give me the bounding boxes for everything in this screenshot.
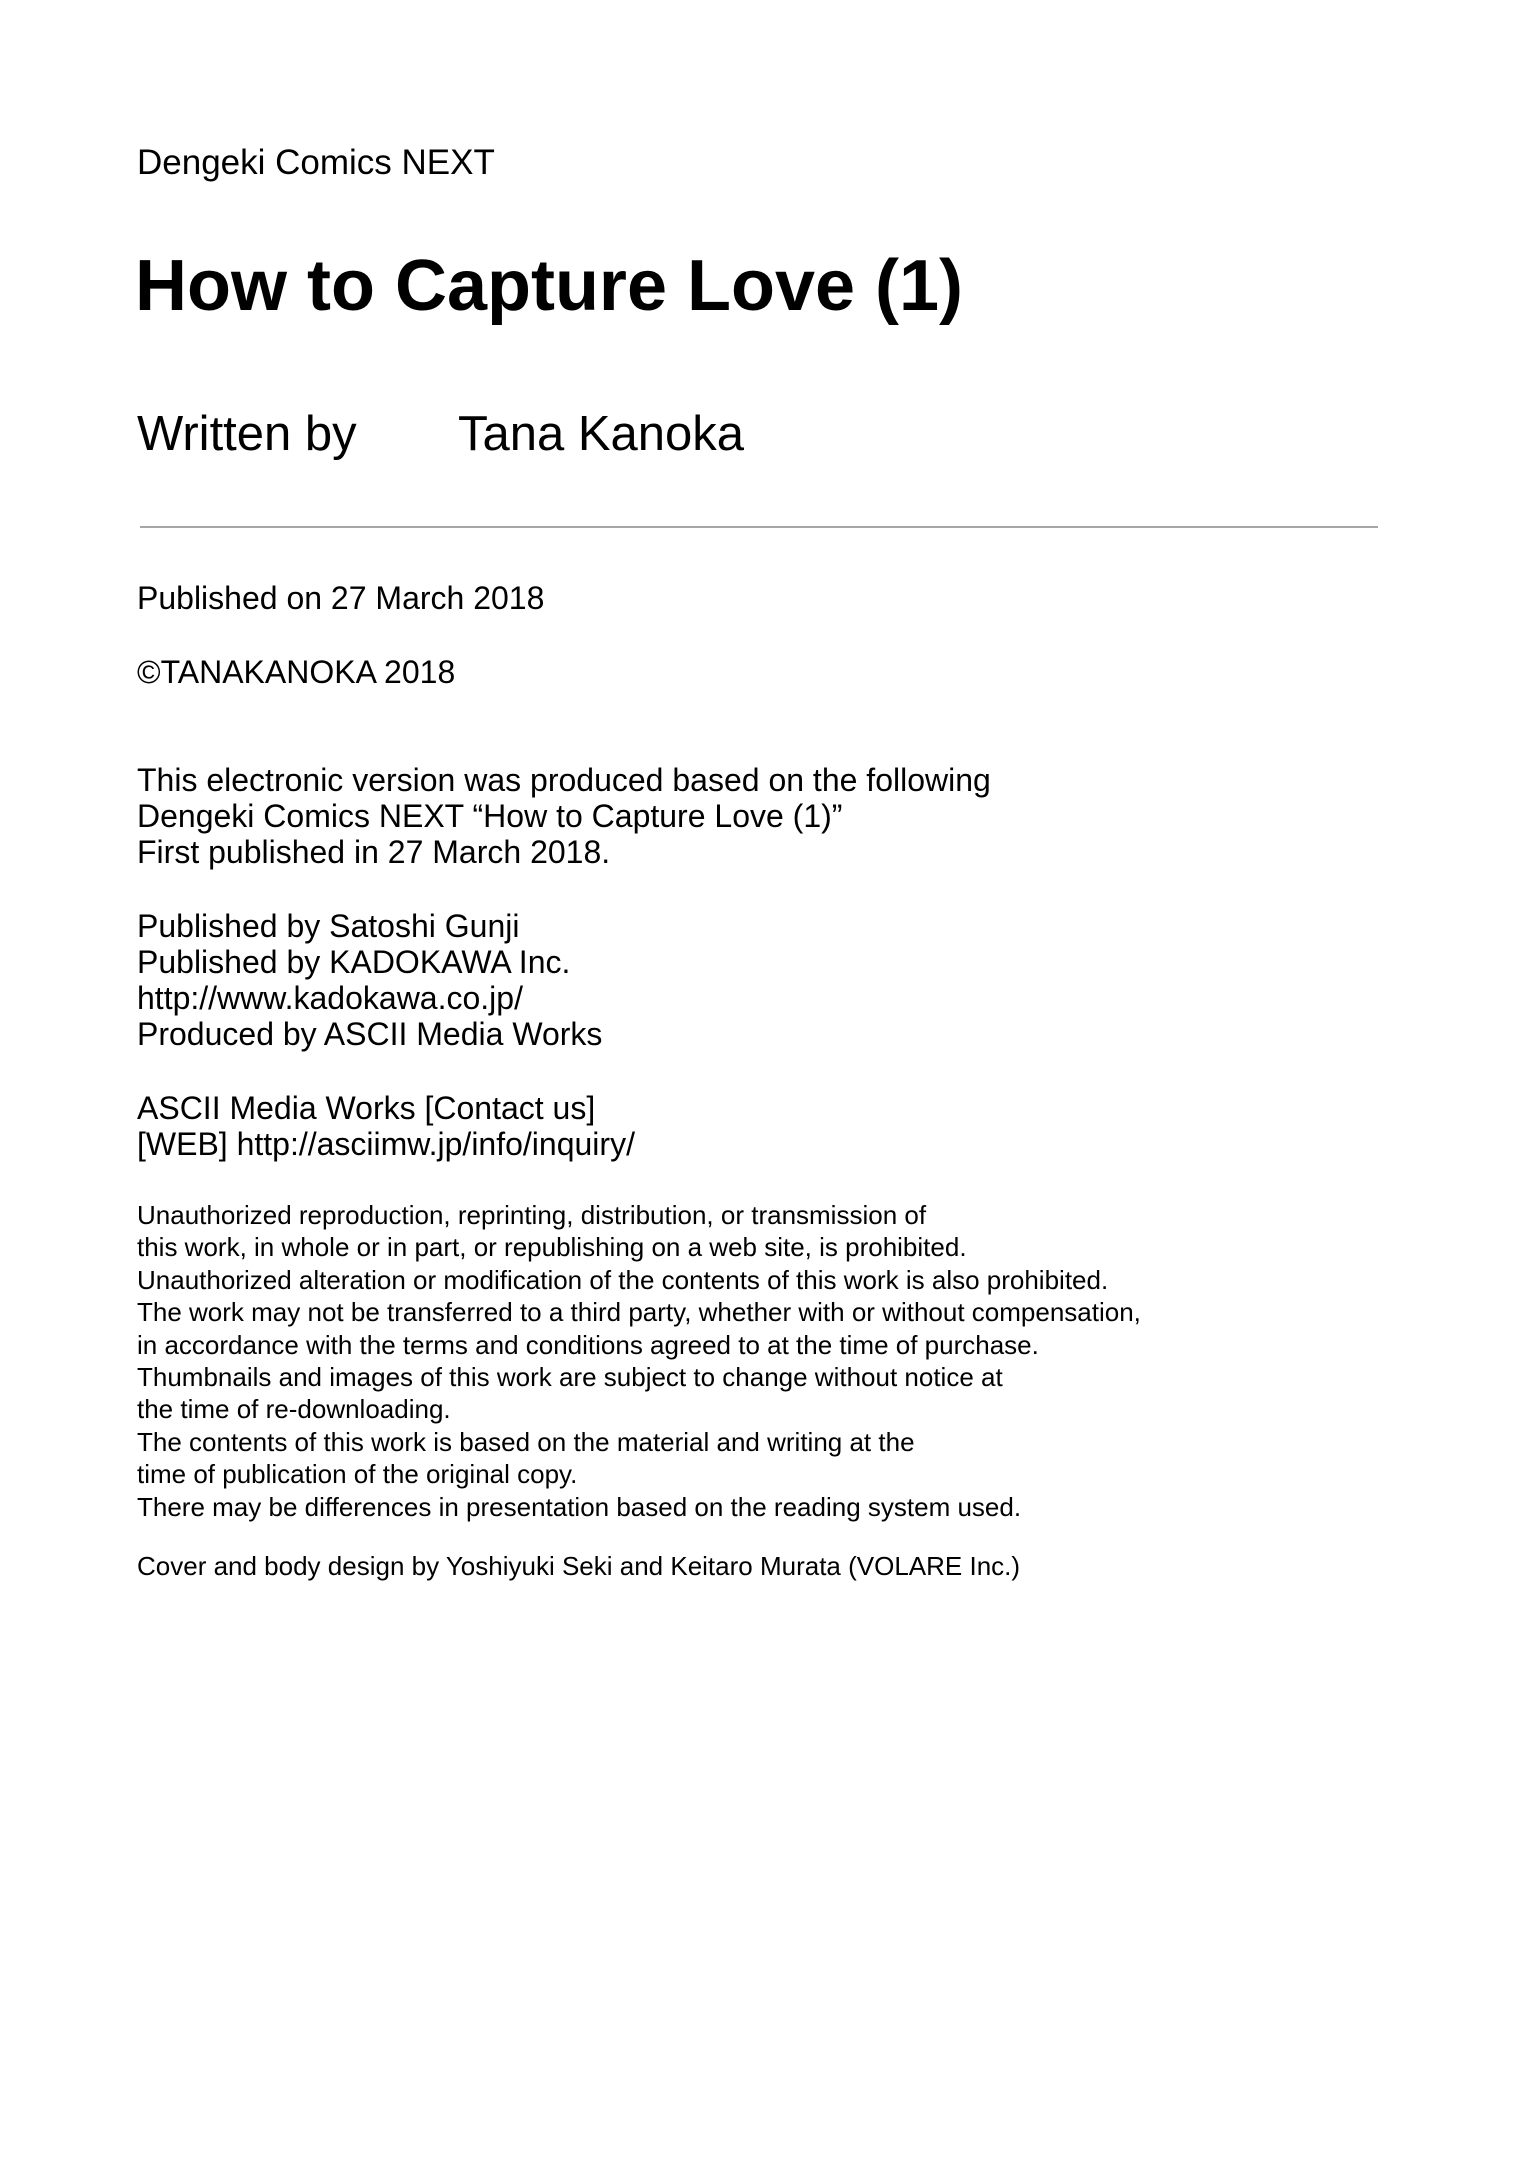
divider-line	[140, 526, 1378, 528]
publisher-line: Published by Satoshi Gunji	[137, 908, 520, 944]
edition-note-line: First published in 27 March 2018.	[137, 834, 611, 870]
notice-line: The work may not be transferred to a third party, whether with or without compensation,	[137, 1297, 1141, 1328]
notice-line: Unauthorized reproduction, reprinting, distribution, or transmission of	[137, 1200, 927, 1230]
notice-line: The contents of this work is based on the material and writing at the	[137, 1426, 915, 1457]
notice-line: this work, in whole or in part, or republishing on a web site, is prohibited.	[137, 1232, 967, 1263]
legal-notice	[137, 1199, 1141, 1523]
contact-info	[137, 1090, 635, 1162]
publisher-url: http://www.kadokawa.co.jp/	[137, 980, 523, 1016]
contact-heading: ASCII Media Works [Contact us]	[137, 1090, 596, 1126]
copyright-notice: ©TANAKANOKA 2018	[137, 654, 456, 690]
publisher-line: Published by KADOKAWA Inc.	[137, 944, 571, 980]
book-title: How to Capture Love (1)	[135, 246, 964, 326]
notice-line: the time of re-downloading.	[137, 1394, 451, 1425]
publication-date: Published on 27 March 2018	[137, 580, 545, 616]
notice-line: Thumbnails and images of this work are subject to change without notice at	[137, 1362, 1003, 1393]
byline-label: Written by	[137, 407, 357, 461]
notice-line: Unauthorized alteration or modification of the contents of this work is also prohibited.	[137, 1264, 1109, 1295]
notice-line: time of publication of the original copy.	[137, 1459, 578, 1490]
producer-line: Produced by ASCII Media Works	[137, 1016, 603, 1052]
edition-note	[137, 762, 991, 870]
series-name: Dengeki Comics NEXT	[137, 143, 495, 182]
contact-web: [WEB] http://asciimw.jp/info/inquiry/	[137, 1126, 635, 1162]
notice-line: There may be differences in presentation based on the reading system used.	[137, 1491, 1022, 1522]
notice-line: in accordance with the terms and conditions agreed to at the time of purchase.	[137, 1329, 1039, 1360]
publisher-info	[137, 908, 602, 1052]
design-credit: Cover and body design by Yoshiyuki Seki and Keitaro Murata (VOLARE Inc.)	[137, 1551, 1021, 1581]
edition-note-line: Dengeki Comics NEXT “How to Capture Love (1)”	[137, 798, 843, 834]
author-name: Tana Kanoka	[458, 407, 745, 461]
edition-note-line: This electronic version was produced based on the following	[137, 762, 991, 798]
